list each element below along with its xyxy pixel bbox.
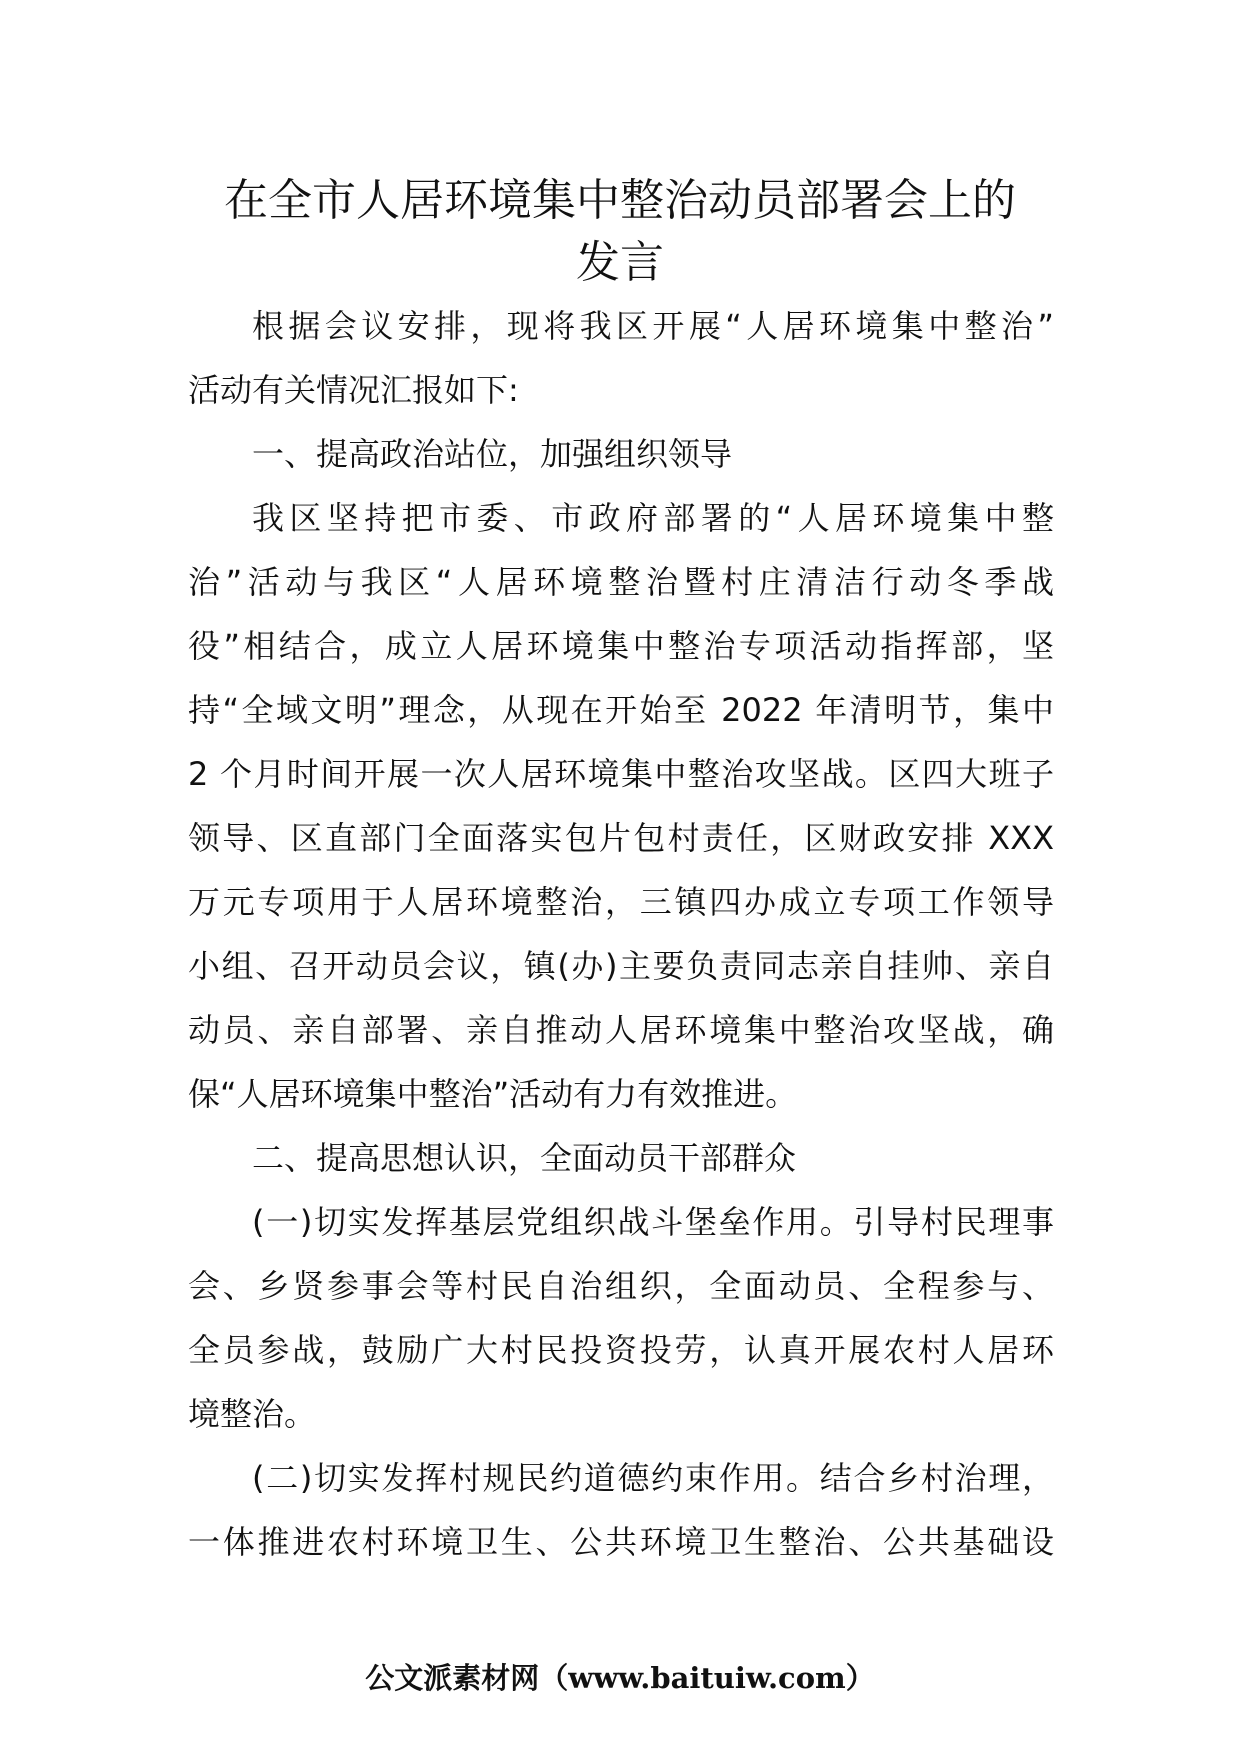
document-title-line-2: 发言 <box>576 237 664 288</box>
paragraph-1-line-6: 领导、区直部门全面落实包片包村责任，区财政安排 XXX <box>188 819 1054 857</box>
paragraph-1-line-3: 役”相结合，成立人居环境集中整治专项活动指挥部，坚 <box>188 627 1054 665</box>
paragraph-1-line-10: 保“人居环境集中整治”活动有力有效推进。 <box>188 1075 798 1113</box>
paragraph-1-line-1: 我区坚持把市委、市政府部署的“人居环境集中整 <box>252 499 1054 537</box>
paragraph-1-line-5: 2 个月时间开展一次人居环境集中整治攻坚战。区四大班子 <box>188 755 1054 793</box>
paragraph-3-line-1: (二)切实发挥村规民约道德约束作用。结合乡村治理， <box>252 1459 1054 1497</box>
document-body <box>188 294 1054 1574</box>
paragraph-2-line-3: 全员参战，鼓励广大村民投资投劳，认真开展农村人居环 <box>188 1331 1054 1369</box>
paragraph-intro-line-1: 根据会议安排，现将我区开展“人居环境集中整治” <box>252 307 1054 345</box>
paragraph-2-line-2: 会、乡贤参事会等村民自治组织，全面动员、全程参与、 <box>188 1267 1054 1305</box>
paragraph-1-line-8: 小组、召开动员会议，镇(办)主要负责同志亲自挂帅、亲自 <box>188 947 1054 985</box>
paragraph-3-line-2: 一体推进农村环境卫生、公共环境卫生整治、公共基础设 <box>188 1523 1054 1561</box>
paragraph-1-line-9: 动员、亲自部署、亲自推动人居环境集中整治攻坚战，确 <box>188 1011 1054 1049</box>
paragraph-1-line-4: 持“全域文明”理念，从现在开始至 2022 年清明节，集中 <box>188 691 1054 729</box>
paragraph-1-line-2: 治”活动与我区“人居环境整治暨村庄清洁行动冬季战 <box>188 563 1054 601</box>
paragraph-2-line-4: 境整治。 <box>188 1395 317 1433</box>
section-heading-1: 一、提高政治站位，加强组织领导 <box>252 435 733 473</box>
paragraph-intro-line-2: 活动有关情况汇报如下: <box>188 371 519 409</box>
paragraph-1-line-7: 万元专项用于人居环境整治，三镇四办成立专项工作领导 <box>188 883 1054 921</box>
paragraph-2-line-1: (一)切实发挥基层党组织战斗堡垒作用。引导村民理事 <box>252 1203 1054 1241</box>
footer-watermark: 公文派素材网（www.baituiw.com） <box>365 1661 875 1695</box>
document-title-line-1: 在全市人居环境集中整治动员部署会上的 <box>224 175 1016 226</box>
section-heading-2: 二、提高思想认识，全面动员干部群众 <box>252 1139 797 1177</box>
